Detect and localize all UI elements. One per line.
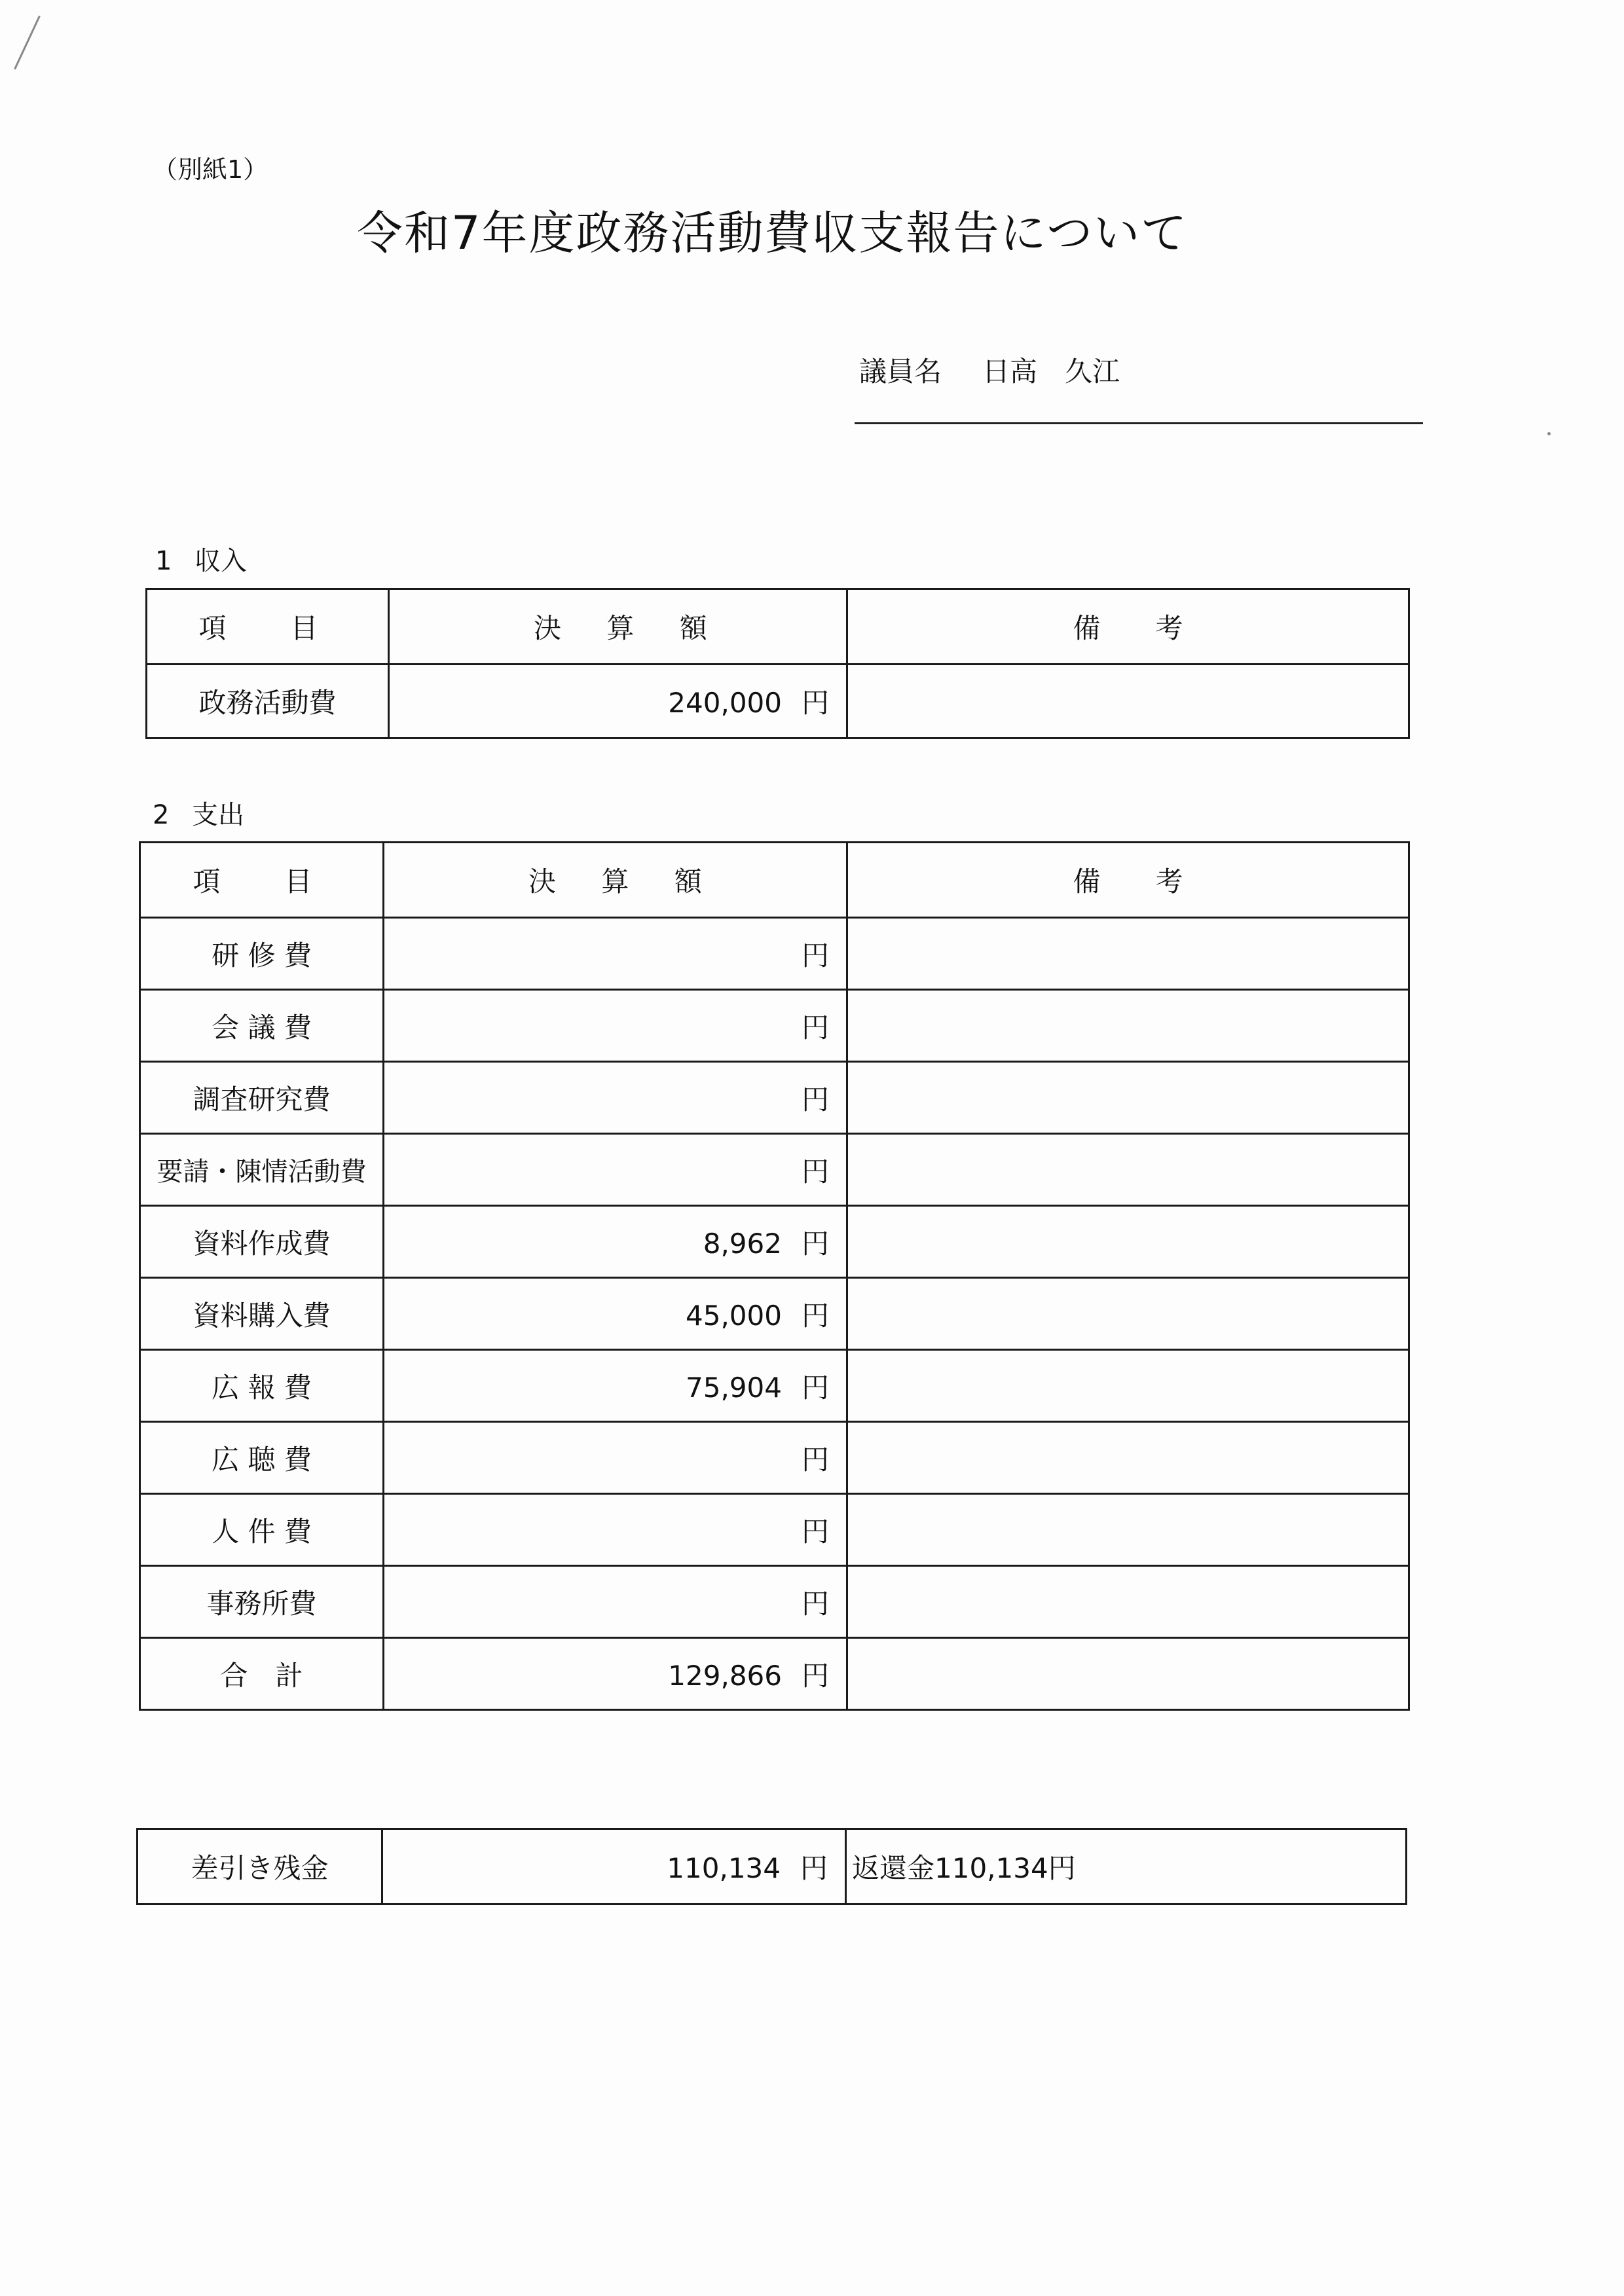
expense-row <box>140 1062 1409 1134</box>
expense-note <box>847 1422 1409 1494</box>
income-table <box>145 588 1410 739</box>
expense-header-row <box>140 843 1409 918</box>
expense-unit: 円 <box>801 1515 829 1548</box>
income-amount: 240,000 <box>668 687 782 719</box>
income-unit: 円 <box>801 687 829 719</box>
expense-row <box>140 990 1409 1062</box>
balance-note: 返還金110,134円 <box>846 1829 1407 1904</box>
expense-amount-cell <box>384 1494 847 1566</box>
expense-row <box>140 1494 1409 1566</box>
expense-amount: 8,962 <box>703 1227 782 1260</box>
expense-item: 調査研究費 <box>140 1062 384 1134</box>
expense-amount-cell <box>384 1422 847 1494</box>
expense-unit: 円 <box>801 1587 829 1620</box>
expense-total-row <box>140 1638 1409 1710</box>
expense-table <box>139 841 1410 1711</box>
income-header-row <box>147 589 1409 665</box>
expense-item: 会 議 費 <box>140 990 384 1062</box>
income-section-title: 収入 <box>194 546 247 576</box>
income-section-number: 1 <box>155 546 172 576</box>
expense-total-label: 合 計 <box>140 1638 384 1710</box>
expense-amount-cell <box>384 990 847 1062</box>
expense-note <box>847 918 1409 990</box>
expense-row <box>140 1350 1409 1422</box>
expense-item: 広 聴 費 <box>140 1422 384 1494</box>
expense-note <box>847 990 1409 1062</box>
expense-unit: 円 <box>801 1443 829 1476</box>
expense-note <box>847 1494 1409 1566</box>
expense-total-amount: 129,866 <box>668 1659 782 1692</box>
expense-note <box>847 1566 1409 1638</box>
expense-unit: 円 <box>801 1299 829 1332</box>
expense-header-note: 備 考 <box>847 843 1409 918</box>
income-amount-cell <box>389 665 847 738</box>
expense-amount: 75,904 <box>686 1371 782 1404</box>
member-underline <box>855 422 1423 424</box>
expense-section-heading <box>153 794 244 831</box>
expense-item: 資料購入費 <box>140 1278 384 1350</box>
expense-item: 事務所費 <box>140 1566 384 1638</box>
balance-amount: 110,134 <box>667 1852 781 1884</box>
expense-row <box>140 1134 1409 1206</box>
expense-amount-cell <box>384 1062 847 1134</box>
expense-unit: 円 <box>801 939 829 972</box>
expense-row <box>140 1278 1409 1350</box>
expense-item: 研 修 費 <box>140 918 384 990</box>
expense-total-amount-cell <box>384 1638 847 1710</box>
member-name: 日高 久江 <box>982 355 1120 388</box>
expense-section-number: 2 <box>153 800 170 830</box>
expense-item: 人 件 費 <box>140 1494 384 1566</box>
income-header-item: 項 目 <box>147 589 389 665</box>
expense-total-unit: 円 <box>801 1659 829 1692</box>
balance-row <box>138 1829 1407 1904</box>
income-row <box>147 665 1409 738</box>
scan-dot <box>1547 432 1551 435</box>
expense-amount-cell <box>384 1278 847 1350</box>
income-item: 政務活動費 <box>147 665 389 738</box>
expense-row <box>140 1422 1409 1494</box>
expense-row <box>140 1206 1409 1278</box>
expense-note <box>847 1134 1409 1206</box>
expense-unit: 円 <box>801 1227 829 1260</box>
expense-note <box>847 1062 1409 1134</box>
expense-item: 広 報 費 <box>140 1350 384 1422</box>
balance-label: 差引き残金 <box>138 1829 382 1904</box>
scan-mark <box>14 16 41 70</box>
expense-note <box>847 1206 1409 1278</box>
expense-row <box>140 918 1409 990</box>
expense-note <box>847 1278 1409 1350</box>
expense-unit: 円 <box>801 1155 829 1188</box>
balance-table <box>136 1828 1407 1905</box>
expense-amount-cell <box>384 918 847 990</box>
expense-amount-cell <box>384 1134 847 1206</box>
expense-header-amount: 決 算 額 <box>384 843 847 918</box>
sheet-label: （別紙1） <box>153 155 268 184</box>
expense-amount-cell <box>384 1350 847 1422</box>
expense-section-title: 支出 <box>192 800 244 830</box>
balance-unit: 円 <box>800 1852 828 1884</box>
balance-amount-cell <box>382 1829 846 1904</box>
income-header-amount: 決 算 額 <box>389 589 847 665</box>
expense-note <box>847 1350 1409 1422</box>
expense-row <box>140 1566 1409 1638</box>
expense-item: 資料作成費 <box>140 1206 384 1278</box>
expense-header-item: 項 目 <box>140 843 384 918</box>
member-name-block <box>859 350 1120 390</box>
expense-total-note <box>847 1638 1409 1710</box>
expense-unit: 円 <box>801 1011 829 1044</box>
income-note <box>847 665 1409 738</box>
expense-amount-cell <box>384 1566 847 1638</box>
page-title: 令和7年度政務活動費収支報告について <box>357 206 1189 260</box>
income-section-heading <box>155 540 247 577</box>
income-header-note: 備 考 <box>847 589 1409 665</box>
expense-unit: 円 <box>801 1371 829 1404</box>
expense-unit: 円 <box>801 1083 829 1116</box>
expense-amount-cell <box>384 1206 847 1278</box>
expense-amount: 45,000 <box>686 1299 782 1332</box>
member-label: 議員名 <box>859 355 942 388</box>
expense-item: 要請・陳情活動費 <box>140 1134 384 1206</box>
